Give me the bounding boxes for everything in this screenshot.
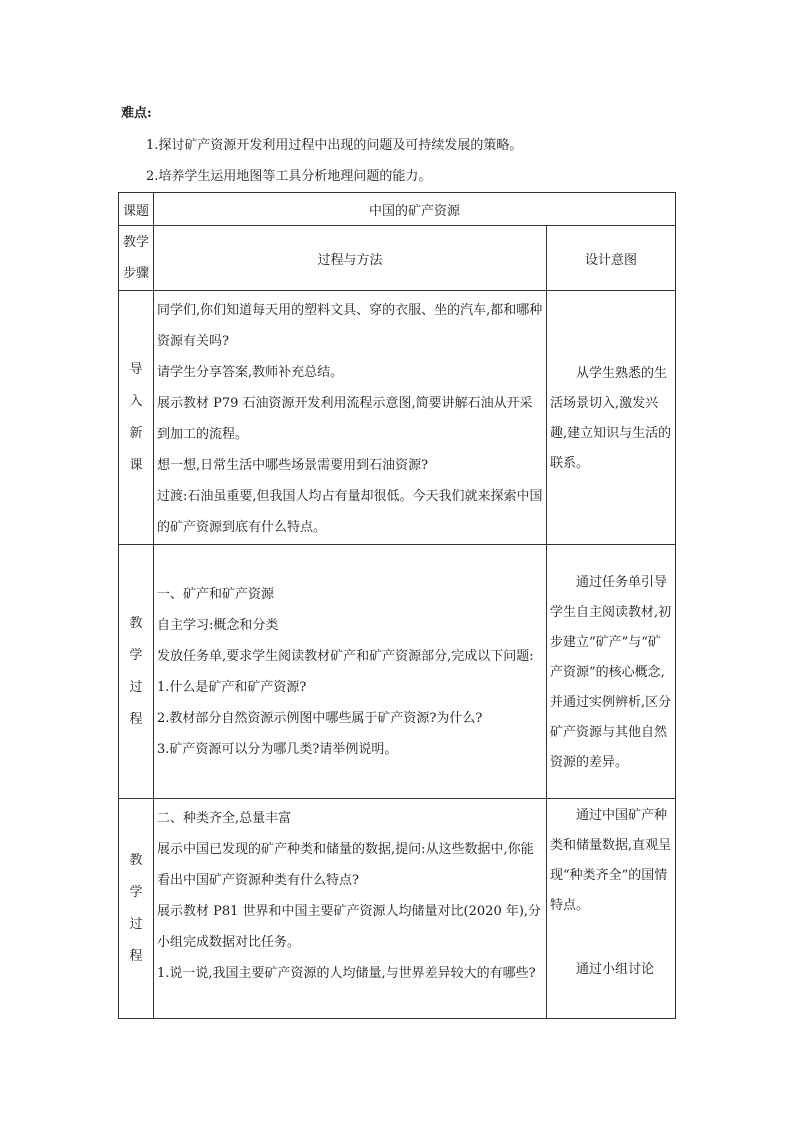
step-char: 入 bbox=[129, 393, 143, 409]
difficulty-heading: 难点: bbox=[121, 106, 152, 121]
step-char: 学 bbox=[129, 884, 143, 900]
topic-title: 中国的矿产资源 bbox=[154, 193, 676, 226]
difficulty-point-1: 1.探讨矿产资源开发利用过程中出现的问题及可持续发展的策略。 bbox=[146, 138, 523, 153]
content-line: 3.矿产资源可以分为哪几类?请举例说明。 bbox=[157, 741, 398, 757]
topic-label: 课题 bbox=[119, 193, 154, 226]
intent-text: 通过小组讨论 bbox=[575, 962, 654, 977]
content-cell bbox=[154, 799, 547, 1019]
lesson-plan-table bbox=[118, 192, 676, 1019]
content-line: 1.说一说,我国主要矿产资源的人均储量,与世界差异较大的有哪些? bbox=[157, 966, 536, 981]
intent-text: 从学生熟悉的生活场景切入,激发兴趣,建立知识与生活的联系。 bbox=[549, 365, 672, 471]
step-header bbox=[119, 226, 154, 291]
step-char: 过 bbox=[129, 916, 143, 932]
step-header-line: 步骤 bbox=[122, 266, 149, 281]
step-cell bbox=[119, 799, 154, 1019]
content-line: 1.什么是矿产和矿产资源? bbox=[157, 679, 307, 695]
content-line: 同学们,你们知道每天用的塑料文具、穿的衣服、坐的汽车,都和哪种资源有关吗? bbox=[157, 303, 543, 349]
content-line: 发放任务单,要求学生阅读教材矿产和矿产资源部分,完成以下问题: bbox=[157, 648, 534, 664]
content-line: 展示教材 P79 石油资源开发利用流程示意图,简要讲解石油从开采到加工的流程。 bbox=[157, 396, 533, 442]
intent-text: 通过任务单引导学生自主阅读教材,初步建立“矿产”与“矿产资源”的核心概念,并通过实例辨析,区分矿产资源与其他自然资源的差异。 bbox=[549, 574, 672, 770]
method-header: 过程与方法 bbox=[154, 226, 547, 291]
step-cell bbox=[119, 545, 154, 799]
intent-cell bbox=[546, 799, 675, 1019]
step-char: 程 bbox=[129, 711, 143, 727]
content-line: 二、种类齐全,总量丰富 bbox=[157, 811, 292, 826]
step-char: 教 bbox=[129, 615, 143, 631]
content-line: 请学生分享答案,教师补充总结。 bbox=[157, 365, 344, 380]
step-char: 课 bbox=[129, 457, 143, 473]
step-char: 程 bbox=[129, 948, 143, 964]
table-row bbox=[119, 545, 676, 799]
table-row bbox=[119, 799, 676, 1019]
topic-row bbox=[119, 193, 676, 226]
content-line: 2.教材部分自然资源示例图中哪些属于矿产资源?为什么? bbox=[157, 710, 483, 726]
header-row bbox=[119, 226, 676, 291]
step-char: 新 bbox=[129, 425, 143, 441]
difficulty-point-2: 2.培养学生运用地图等工具分析地理问题的能力。 bbox=[146, 169, 432, 184]
step-char: 学 bbox=[129, 647, 143, 663]
step-char: 教 bbox=[129, 852, 143, 868]
intent-gap bbox=[550, 921, 672, 955]
intent-cell bbox=[546, 291, 675, 545]
step-char: 过 bbox=[129, 679, 143, 695]
intent-header: 设计意图 bbox=[546, 226, 675, 291]
content-line: 过渡:石油虽重要,但我国人均占有量却很低。今天我们就来探索中国的矿产资源到底有什么特点。 bbox=[157, 489, 543, 535]
step-cell bbox=[119, 291, 154, 545]
intent-cell bbox=[546, 545, 675, 799]
step-header-line: 教学 bbox=[122, 235, 149, 250]
step-char: 导 bbox=[129, 361, 143, 377]
content-cell bbox=[154, 545, 547, 799]
content-line: 展示中国已发现的矿产种类和储量的数据,提问:从这些数据中,你能看出中国矿产资源种类有什么特点? bbox=[157, 842, 534, 888]
content-line: 展示教材 P81 世界和中国主要矿产资源人均储量对比(2020 年),分小组完成数据对比任务。 bbox=[157, 904, 542, 950]
content-cell bbox=[154, 291, 547, 545]
content-line: 一、矿产和矿产资源 bbox=[157, 586, 275, 602]
intent-text: 通过中国矿产种类和储量数据,直观呈现“种类齐全”的国情特点。 bbox=[549, 808, 672, 913]
content-line: 想一想,日常生活中哪些场景需要用到石油资源? bbox=[157, 458, 429, 473]
table-row bbox=[119, 291, 676, 545]
content-line: 自主学习:概念和分类 bbox=[157, 617, 279, 633]
